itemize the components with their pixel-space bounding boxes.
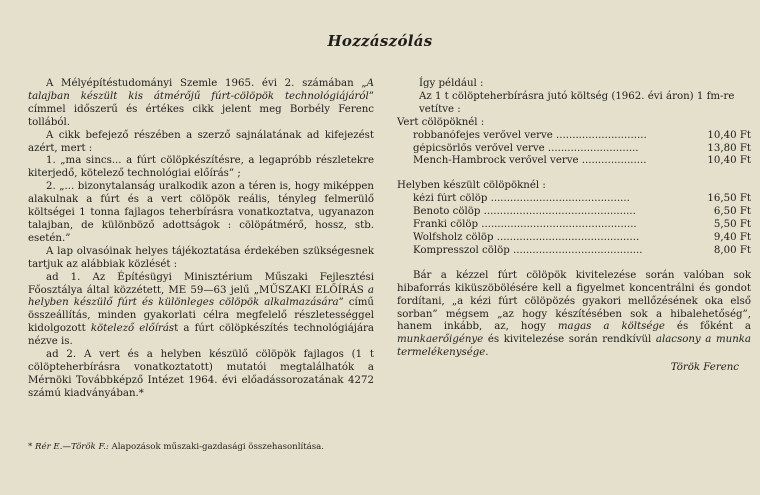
cost-value: 13,80 Ft [707,142,751,154]
cost-value: 9,40 Ft [713,231,751,243]
vert-heading: Vert cölöpöknél : [397,116,485,128]
example-intro: Így például : [419,78,484,89]
right-column [397,78,751,375]
cost-label: Franki cölöp ................................................ [413,219,637,231]
text-run: A Mélyépítéstudományi Szemle 1965. évi 2. számában „ [46,78,367,89]
cost-label: Benoto cölöp ............................................... [413,206,636,218]
italic-text: kötelező előírás [90,323,175,335]
helyben-cost-list [397,193,751,258]
cost-value: 6,50 Ft [713,206,751,218]
cost-heading: Az 1 t cölöpteherbírásra jutó költség (1962. évi áron) 1 fm-re vetítve : [419,90,735,115]
text-run: és főként a [664,321,751,333]
helyben-heading: Helyben készült cölöpöknél : [397,180,546,192]
cost-value: 10,40 Ft [707,129,751,141]
cost-row [397,130,751,143]
page-title: Hozzászólás [327,32,433,50]
author-signature: Török Ferenc [670,362,739,374]
cost-label: kézi fúrt cölöp ........................................... [413,193,630,205]
cost-value: 5,50 Ft [713,219,751,231]
cost-row [397,219,751,232]
paragraph-intro [28,78,374,130]
text-run: Bár a kézzel fúrt cölöpök kivitelezése során valóban sok hibaforrás kiküszöbölésére kell a figyelmet koncentrálni és gondot fordítani, „a kézi fúrt cölöpözés gyakori mellőzésének oka első sorban” mégsem „az hogy készítésében sok a hibalehetőség”, hanem inkább, az, hogy [397,269,751,333]
text-run: és kivitelezése során rendkívül [483,334,656,346]
paragraph-info: A lap olvasóinak helyes tájékoztatása érdekében szükségesnek tartjuk az alábbiak közlését : [28,245,374,270]
cost-row [397,206,751,219]
italic-text: A talajban készült kis átmérőjű fúrt-cölöpök technológiájáról [28,78,374,102]
text-run: ad 1. Az Építésügyi Minisztérium Műszaki Fejlesztési Főosztálya által közzétett, ME 59—63 jelű „MŰSZAKI ELŐÍRÁS [28,271,374,296]
cost-row [397,232,751,245]
closing-paragraph [397,270,751,360]
cost-value: 8,00 Ft [713,244,751,256]
cost-value: 16,50 Ft [707,193,751,205]
paragraph-ad1 [28,272,374,349]
cost-row [397,193,751,206]
text-run: ” címmel időszerű és értékes cikk jelent meg Borbély Ferenc tollából. [28,90,374,128]
cost-value: 10,40 Ft [707,155,751,167]
cost-row [397,245,751,258]
text-run: ” című összeállítás, minden gyakorlati célra megfelelő részletességgel kidolgozott [28,297,374,335]
cost-row [397,143,751,156]
cost-label: gépicsörlős verővel verve ............................ [413,142,639,154]
italic-text: alacsony a munka termelékenysége [397,334,752,359]
quote-2: 2. „... bizonytalanság uralkodik azon a téren is, hogy miképpen alakulnak a fúrt és a vert cölöpök reális, tényleg felmerülő költségei 1 tonna fajlagos teherbírásra vonatkoztatva, ugyanazon talajban, de különböző adottságok : cölöpátmérő, hossz, stb. esetén.” [28,181,374,244]
italic-text: a helyben készülő fúrt és különleges cölöpök alkalmazására [28,284,374,309]
cost-label: Wolfsholz cölöp ............................................ [413,231,640,243]
italic-text: Rér E.—Török F.: [35,442,109,452]
text-run: t a fúrt cölöpkészítés technológiájára nézve is. [28,323,374,348]
italic-text: magas a költsége [557,321,665,333]
left-column [28,78,374,401]
cost-label: robbanófejes verővel verve ............................ [413,129,647,141]
closing-text [397,270,751,360]
cost-label: Kompresszol cölöp ........................................ [413,244,643,256]
quote-1: 1. „ma sincs... a fúrt cölöpkészítésre, a legapróbb részletekre kiterjedő, kötelező technológiai előírás” ; [28,155,374,180]
footnote [28,442,374,453]
vert-cost-list [397,130,751,169]
paragraph-ad2: ad 2. A vert és a helyben készülő cölöpök fajlagos (1 t cölöpteherbírásra vonatkoztatott) mutatói megtalálhatók a Mérnöki Továbbképző Intézet 1964. évi előadássorozatának 4272 számú kiadványában.* [28,349,374,399]
text-run: . [485,347,489,359]
italic-text: munkaerőigénye [397,334,484,346]
text-run: Alapozások műszaki-gazdasági összehasonlítása. [108,442,325,452]
cost-label: Mench-Hambrock verővel verve .................... [413,155,647,167]
text-run: * [28,442,36,452]
paragraph-regret: A cikk befejező részében a szerző sajnálatának ad kifejezést azért, mert : [28,129,374,154]
cost-row [397,155,751,168]
